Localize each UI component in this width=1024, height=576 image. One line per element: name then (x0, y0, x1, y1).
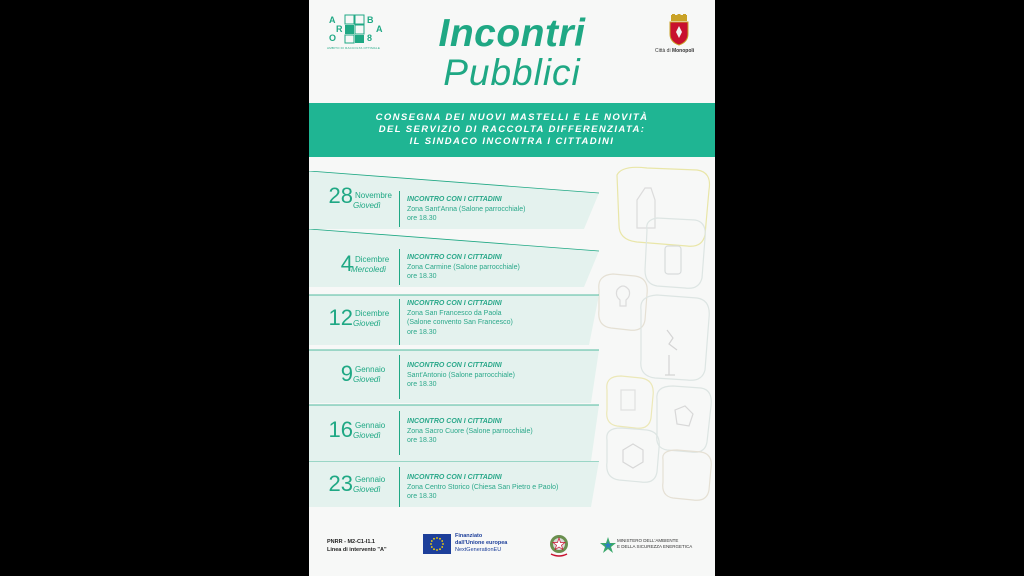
title-line-2: Pubblici (443, 52, 581, 93)
event-time: ore 18.30 (407, 328, 437, 336)
event-heading: INCONTRO CON I CITTADINI (407, 474, 502, 481)
event-weekday: Giovedì (353, 485, 381, 494)
event-heading: INCONTRO CON I CITTADINI (407, 300, 502, 307)
event-separator (399, 191, 400, 227)
event-item (309, 229, 599, 287)
banner-line-1: CONSEGNA DEI NUOVI MASTELLI E LE NOVITÀ (375, 112, 649, 123)
event-day: 4 (340, 251, 353, 276)
event-place-2: (Salone convento San Francesco) (407, 319, 513, 326)
event-separator (399, 355, 400, 399)
events-list (309, 165, 715, 515)
eu-line-1: Finanziato (455, 533, 483, 539)
italian-republic-emblem-icon (547, 532, 571, 558)
eu-funding-text (455, 533, 507, 554)
aro-letter-a: A (329, 15, 336, 25)
ba-letter-a: A (376, 24, 383, 34)
ministry-line-1: MINISTERO DELL'AMBIENTE (617, 538, 679, 543)
ministry-text (617, 538, 692, 550)
event-time: ore 18.30 (407, 215, 437, 222)
monopoli-crest-icon (667, 14, 691, 46)
poster (309, 0, 715, 576)
event-month: Novembre (355, 191, 392, 200)
event-heading: INCONTRO CON I CITTADINI (407, 362, 502, 369)
event-separator (399, 411, 400, 455)
headline-banner (309, 103, 715, 157)
event-item (309, 461, 599, 519)
event-weekday: Giovedì (353, 431, 381, 440)
event-month: Gennaio (355, 365, 386, 374)
event-place: Zona Sant'Anna (Salone parrocchiale) (407, 205, 526, 213)
event-info (407, 299, 513, 337)
event-month: Dicembre (355, 255, 390, 264)
aro-caption: AMBITO DI RACCOLTA OTTIMALE (327, 46, 381, 50)
banner-line-2: DEL SERVIZIO DI RACCOLTA DIFFERENZIATA: (378, 124, 646, 135)
banner-line-3: IL SINDACO INCONTRA I CITTADINI (409, 136, 615, 147)
event-time: ore 18.30 (407, 381, 437, 388)
event-place: Zona Sacro Cuore (Salone parrocchiale) (407, 427, 533, 435)
event-time: ore 18.30 (407, 493, 437, 500)
event-weekday: Giovedì (353, 201, 381, 210)
event-day: 9 (340, 361, 353, 386)
event-item (309, 171, 599, 229)
event-separator (399, 249, 400, 285)
pnrr-label (327, 538, 387, 554)
event-place: Sant'Antonio (Salone parrocchiale) (407, 371, 515, 379)
eu-line-3: NextGenerationEU (455, 547, 502, 553)
pnrr-line-1: PNRR - M2-C1-I1.1 (327, 539, 375, 545)
event-place: Zona Centro Storico (Chiesa San Pietro e Paolo) (407, 483, 559, 491)
eu-flag-icon (423, 534, 451, 554)
event-info (407, 253, 520, 282)
event-place: Zona San Francesco da Paola (407, 309, 502, 317)
event-info (407, 361, 515, 390)
city-prefix: Città di (655, 48, 671, 54)
event-place: Zona Carmine (Salone parrocchiale) (407, 263, 520, 271)
event-separator (399, 299, 400, 345)
event-heading: INCONTRO CON I CITTADINI (407, 196, 502, 203)
eu-line-2: dall'Unione europea (455, 540, 508, 546)
aro-letter-r: R (336, 24, 343, 34)
event-item (309, 345, 599, 403)
event-day: 23 (328, 471, 353, 496)
event-month: Gennaio (355, 475, 386, 484)
event-day: 28 (328, 183, 353, 208)
ba-letter-8: 8 (367, 33, 373, 43)
ba-letter-b: B (367, 15, 374, 25)
event-month: Gennaio (355, 421, 386, 430)
event-weekday: Giovedì (353, 375, 381, 384)
event-info (407, 473, 558, 502)
event-heading: INCONTRO CON I CITTADINI (407, 418, 502, 425)
event-info (407, 417, 533, 446)
event-month: Dicembre (355, 309, 390, 318)
event-day: 16 (328, 417, 353, 442)
event-item (309, 403, 599, 461)
ministry-line-2: E DELLA SICUREZZA ENERGETICA (617, 544, 693, 549)
title-line-1: Incontri (438, 12, 586, 55)
event-time: ore 18.30 (407, 273, 437, 280)
event-day: 12 (328, 305, 353, 330)
ministry-star-icon (599, 536, 617, 554)
aro-letter-o: O (329, 33, 337, 43)
city-label (655, 48, 694, 54)
event-separator (399, 467, 400, 507)
event-weekday: Mercoledì (351, 265, 387, 274)
event-heading: INCONTRO CON I CITTADINI (407, 254, 502, 261)
pnrr-line-2: Linea di intervento "A" (327, 547, 387, 553)
event-info (407, 195, 525, 224)
city-name: Monopoli (671, 48, 695, 54)
event-item (309, 287, 599, 345)
event-weekday: Giovedì (353, 319, 381, 328)
event-time: ore 18.30 (407, 437, 437, 444)
